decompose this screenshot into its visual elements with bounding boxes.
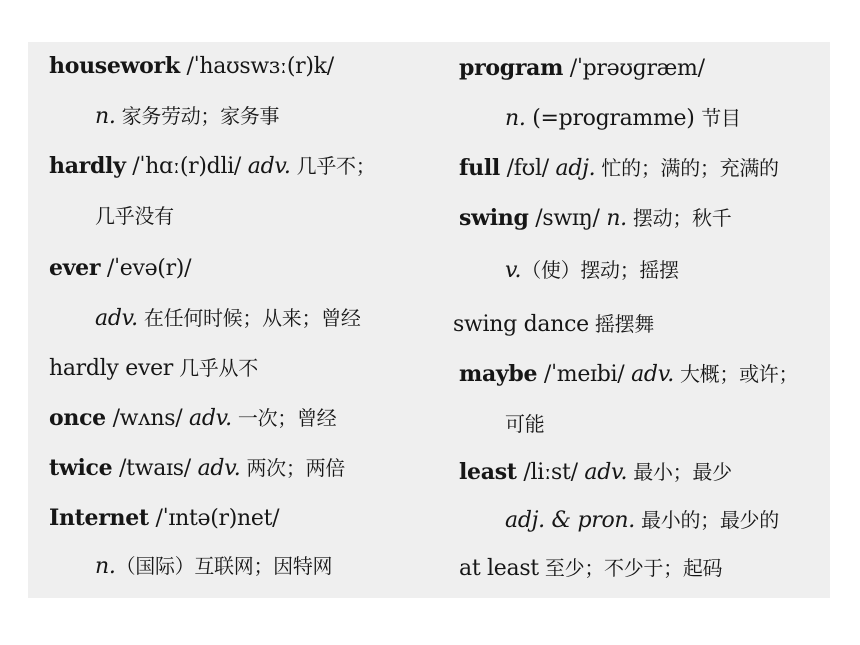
meaning: （国际）互联网；因特网 xyxy=(115,554,333,578)
entry-hardly-cont xyxy=(95,200,174,233)
part-of-speech: adv. xyxy=(631,362,674,387)
meaning: 最小；最少 xyxy=(627,460,732,484)
entry-internet xyxy=(49,502,279,535)
entry-at-least xyxy=(459,552,722,585)
headword: swing xyxy=(459,205,529,231)
phonetic: /swɪŋ/ xyxy=(528,206,607,231)
meaning: 几乎从不 xyxy=(173,356,258,380)
meaning: 最小的；最少的 xyxy=(635,508,779,532)
part-of-speech: adv. xyxy=(189,406,232,431)
meaning: 几乎不； xyxy=(290,154,376,178)
meaning: 至少；不少于；起码 xyxy=(538,556,723,580)
entry-housework xyxy=(49,50,334,83)
part-of-speech: adj. & pron. xyxy=(505,508,635,533)
part-of-speech: n. xyxy=(505,106,526,131)
note: (=programme) xyxy=(525,106,702,131)
meaning: 忙的；满的；充满的 xyxy=(595,156,779,180)
vocabulary-page xyxy=(28,42,830,598)
meaning: 家务劳动；家务事 xyxy=(115,104,280,128)
entry-internet-sense xyxy=(95,550,332,583)
entry-ever-sense xyxy=(95,302,361,335)
meaning: 摇摆舞 xyxy=(588,312,654,336)
headword: full xyxy=(459,155,500,181)
headword: maybe xyxy=(459,361,538,387)
entry-maybe xyxy=(459,358,798,391)
entry-swing-verb xyxy=(505,254,679,287)
phrase: hardly ever xyxy=(49,356,174,381)
meaning: 两次；两倍 xyxy=(240,456,345,480)
entry-swing xyxy=(459,202,731,235)
phonetic: /wʌns/ xyxy=(105,406,190,431)
meaning: 摆动；秋千 xyxy=(626,206,732,230)
entry-program xyxy=(459,52,705,85)
headword: least xyxy=(459,459,517,485)
phonetic: /twaɪs/ xyxy=(112,456,198,481)
phonetic: /fʊl/ xyxy=(499,156,556,181)
meaning: （使）摆动；摇摆 xyxy=(521,258,679,282)
entry-ever xyxy=(49,252,191,285)
headword: program xyxy=(459,55,564,81)
entry-program-sense xyxy=(505,102,741,135)
meaning: 几乎没有 xyxy=(95,204,174,228)
part-of-speech: n. xyxy=(95,554,116,579)
entry-least-adj xyxy=(505,504,779,537)
meaning: 在任何时候；从来；曾经 xyxy=(137,306,361,330)
meaning: 大概；或许； xyxy=(673,362,799,386)
part-of-speech: adv. xyxy=(584,460,628,485)
entry-twice xyxy=(49,452,345,485)
part-of-speech: adv. xyxy=(95,306,138,331)
headword: ever xyxy=(49,255,101,281)
entry-once xyxy=(49,402,336,435)
phrase: swing dance xyxy=(453,312,589,337)
phonetic: /ˈhɑː(r)dli/ xyxy=(125,154,248,179)
part-of-speech: adj. xyxy=(555,156,596,181)
part-of-speech: n. xyxy=(95,104,116,129)
meaning: 可能 xyxy=(505,412,545,436)
entry-least xyxy=(459,456,732,489)
meaning: 节目 xyxy=(701,106,741,130)
headword: hardly xyxy=(49,153,126,179)
headword: once xyxy=(49,405,106,431)
entry-housework-sense xyxy=(95,100,279,133)
phonetic: /ˈmeɪbi/ xyxy=(537,362,632,387)
meaning: 一次；曾经 xyxy=(231,406,337,430)
phonetic: /ˈɪntə(r)net/ xyxy=(148,506,280,531)
phonetic: /liːst/ xyxy=(516,460,585,485)
entry-hardly xyxy=(49,150,375,183)
part-of-speech: adv. xyxy=(197,456,241,481)
entry-hardly-ever xyxy=(49,352,258,385)
part-of-speech: v. xyxy=(505,258,522,283)
entry-swing-dance xyxy=(453,308,654,341)
phonetic: /ˈevə(r)/ xyxy=(100,256,192,281)
entry-full xyxy=(459,152,779,185)
headword: housework xyxy=(49,53,180,79)
phrase: at least xyxy=(459,556,539,581)
entry-maybe-cont xyxy=(505,408,544,441)
phonetic: /ˈhaʊswɜː(r)k/ xyxy=(179,54,334,79)
phonetic: /ˈprəʊɡræm/ xyxy=(563,56,705,81)
headword: twice xyxy=(49,455,113,481)
part-of-speech: n. xyxy=(606,206,627,231)
headword: Internet xyxy=(49,505,149,531)
part-of-speech: adv. xyxy=(247,154,291,179)
